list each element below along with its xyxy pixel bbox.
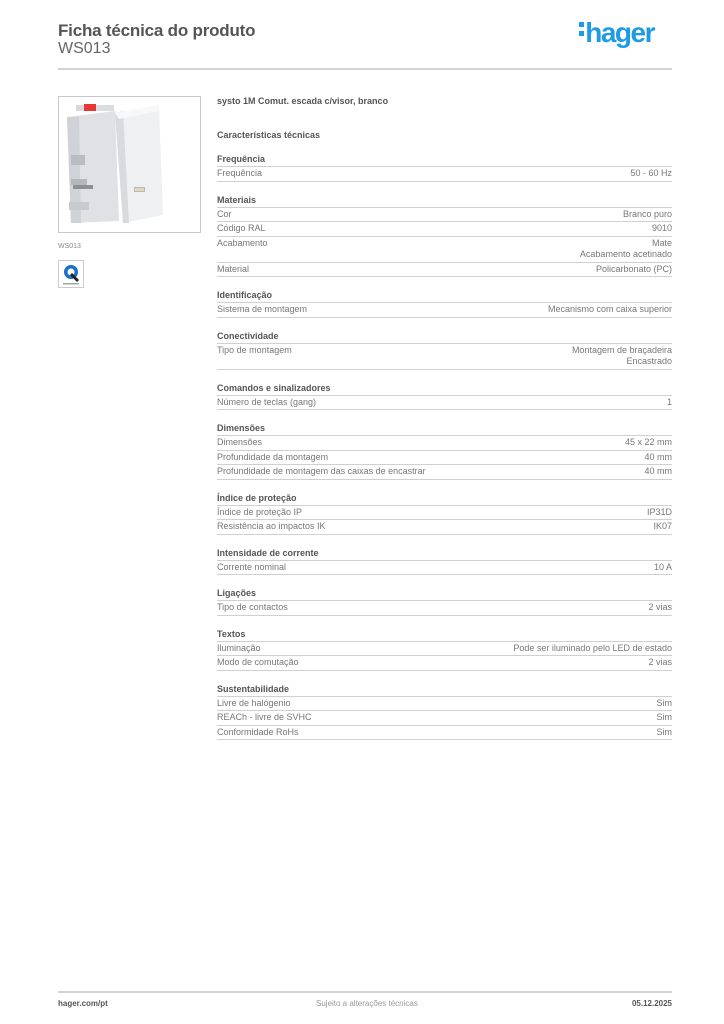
page-header bbox=[58, 18, 672, 70]
spec-row bbox=[217, 465, 672, 480]
document-title: Ficha técnica do produto bbox=[58, 21, 256, 40]
spec-label: Dimensões bbox=[217, 437, 263, 447]
spec-value bbox=[644, 466, 672, 478]
spec-label: Cor bbox=[217, 208, 232, 219]
spec-group bbox=[217, 547, 672, 576]
spec-value-line: Branco puro bbox=[622, 208, 672, 219]
spec-value bbox=[652, 223, 672, 235]
spec-groups bbox=[217, 153, 672, 740]
spec-value-line: Mecanismo com caixa superior bbox=[547, 304, 672, 314]
spec-group-title: Identificação bbox=[217, 289, 672, 303]
spec-value bbox=[596, 264, 672, 276]
spec-value-line: Acabamento acetinado bbox=[579, 249, 672, 259]
spec-value bbox=[644, 452, 672, 464]
spec-group-title: Comandos e sinalizadores bbox=[217, 382, 672, 396]
spec-group bbox=[217, 194, 672, 278]
spec-group-title: Ligações bbox=[217, 587, 672, 601]
spec-label: Modo de comutação bbox=[217, 657, 299, 667]
spec-row bbox=[217, 726, 672, 741]
spec-row bbox=[217, 344, 672, 370]
spec-row bbox=[217, 711, 672, 726]
spec-label: Livre de halógenio bbox=[217, 697, 291, 708]
spec-value-line: Sim bbox=[656, 697, 672, 708]
spec-value bbox=[657, 727, 673, 739]
page-footer bbox=[58, 999, 672, 1011]
spec-group bbox=[217, 382, 672, 411]
spec-row bbox=[217, 208, 672, 223]
spec-row bbox=[217, 263, 672, 278]
spec-value bbox=[580, 238, 672, 261]
spec-value bbox=[513, 643, 672, 655]
spec-row bbox=[217, 642, 672, 657]
spec-group-title: Índice de proteção bbox=[217, 492, 672, 506]
spec-group-title: Dimensões bbox=[217, 422, 672, 436]
spec-label: Índice de proteção IP bbox=[217, 506, 303, 517]
spec-value bbox=[654, 562, 672, 574]
spec-value-line: Montagem de braçadeira bbox=[571, 344, 672, 355]
spec-group-title: Textos bbox=[217, 628, 672, 642]
spec-row bbox=[217, 656, 672, 671]
spec-value-line: 40 mm bbox=[644, 451, 672, 462]
spec-value-line: 10 A bbox=[653, 561, 672, 572]
spec-label: Sistema de montagem bbox=[217, 304, 308, 314]
spec-label: Tipo de montagem bbox=[217, 344, 292, 355]
spec-value bbox=[657, 712, 673, 724]
spec-label: Tipo de contactos bbox=[217, 602, 288, 612]
spec-group bbox=[217, 289, 672, 318]
spec-group-title: Materiais bbox=[217, 194, 672, 208]
hager-logo: hager bbox=[578, 19, 654, 47]
technical-characteristics-heading: Características técnicas bbox=[217, 130, 321, 140]
spec-row bbox=[217, 303, 672, 318]
spec-row bbox=[217, 601, 672, 616]
spec-label: Corrente nominal bbox=[217, 561, 287, 572]
spec-row bbox=[217, 506, 672, 521]
spec-group bbox=[217, 492, 672, 535]
spec-value bbox=[647, 507, 672, 519]
spec-value-line: Policarbonato (PC) bbox=[595, 263, 672, 274]
spec-value-line: 9010 bbox=[651, 223, 672, 233]
spec-group bbox=[217, 683, 672, 741]
spec-value-line: Sim bbox=[656, 726, 672, 737]
spec-value-line: Mate bbox=[651, 237, 672, 248]
spec-group-title: Frequência bbox=[217, 153, 672, 167]
spec-value bbox=[648, 602, 672, 614]
spec-row bbox=[217, 561, 672, 576]
spec-value-line: Pode ser iluminado pelo LED de estado bbox=[513, 642, 672, 653]
spec-group bbox=[217, 422, 672, 480]
footer-date: 05.12.2025 bbox=[631, 999, 672, 1008]
image-caption: WS013 bbox=[58, 243, 81, 250]
spec-label: Material bbox=[217, 263, 250, 274]
spec-value-line: Encastrado bbox=[626, 356, 672, 366]
spec-value-line: IK07 bbox=[653, 521, 672, 531]
spec-value bbox=[657, 698, 673, 710]
spec-row bbox=[217, 222, 672, 237]
spec-label: Código RAL bbox=[217, 223, 266, 233]
spec-label: Conformidade RoHs bbox=[217, 726, 299, 737]
spec-value-line: 40 mm bbox=[644, 466, 672, 476]
spec-row bbox=[217, 451, 672, 466]
spec-value-line: 2 vias bbox=[648, 602, 672, 612]
spec-value-line: 50 - 60 Hz bbox=[630, 168, 672, 178]
spec-label: Iluminação bbox=[217, 642, 261, 653]
spec-label: Profundidade de montagem das caixas de encastrar bbox=[217, 466, 426, 476]
spec-group bbox=[217, 587, 672, 616]
spec-value bbox=[625, 437, 672, 449]
spec-value-line: IP31D bbox=[646, 506, 672, 517]
spec-label: Resistência ao impactos IK bbox=[217, 521, 326, 531]
spec-row bbox=[217, 436, 672, 451]
spec-row bbox=[217, 396, 672, 411]
spec-value bbox=[630, 168, 672, 180]
footer-note: Sujeito a alterações técnicas bbox=[316, 999, 418, 1008]
spec-group-title: Sustentabilidade bbox=[217, 683, 672, 697]
header-divider bbox=[58, 68, 672, 70]
logo-colon-icon bbox=[578, 18, 585, 40]
spec-value bbox=[572, 345, 672, 368]
spec-content bbox=[217, 94, 672, 740]
spec-value bbox=[623, 209, 672, 221]
spec-group bbox=[217, 628, 672, 671]
spec-value-line: 1 bbox=[666, 396, 672, 407]
spec-value bbox=[653, 521, 672, 533]
spec-label: Número de teclas (gang) bbox=[217, 396, 317, 407]
switch-module-illustration bbox=[59, 97, 200, 232]
spec-row bbox=[217, 167, 672, 182]
product-image bbox=[58, 96, 201, 233]
spec-value bbox=[548, 304, 672, 316]
spec-group-title: Conectividade bbox=[217, 330, 672, 344]
spec-group bbox=[217, 153, 672, 182]
spec-row bbox=[217, 237, 672, 263]
footer-website-link[interactable]: hager.com/pt bbox=[58, 999, 108, 1008]
spec-group-title: Intensidade de corrente bbox=[217, 547, 672, 561]
quality-badge-icon bbox=[58, 260, 84, 288]
spec-value bbox=[667, 397, 672, 409]
spec-label: Acabamento bbox=[217, 237, 268, 248]
product-name: systo 1M Comut. escada c/visor, branco bbox=[217, 96, 389, 106]
spec-label: Profundidade da montagem bbox=[217, 451, 329, 462]
spec-row bbox=[217, 520, 672, 535]
product-sidebar bbox=[58, 96, 202, 288]
spec-value-line: 2 vias bbox=[648, 657, 672, 667]
spec-group bbox=[217, 330, 672, 370]
spec-label: Frequência bbox=[217, 168, 263, 178]
spec-label: REACh - livre de SVHC bbox=[217, 712, 312, 722]
spec-value-line: Sim bbox=[656, 712, 672, 722]
spec-value-line: 45 x 22 mm bbox=[624, 437, 672, 447]
footer-divider bbox=[58, 991, 672, 993]
spec-row bbox=[217, 697, 672, 712]
product-code: WS013 bbox=[58, 40, 111, 57]
spec-value bbox=[648, 657, 672, 669]
